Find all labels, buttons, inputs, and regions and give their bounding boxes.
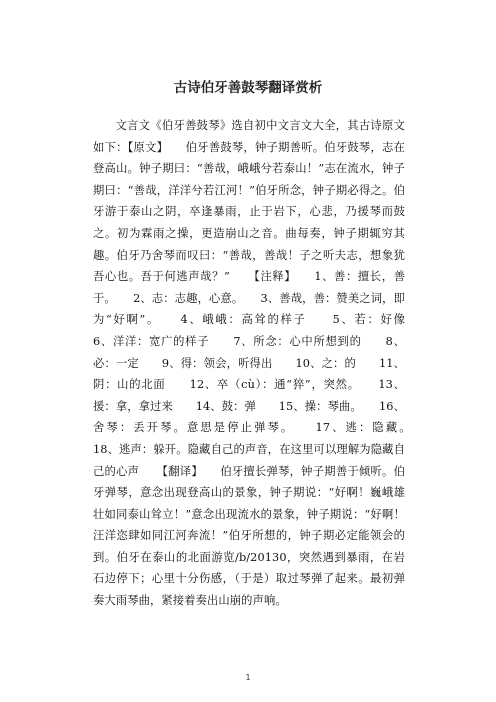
document-title: 古诗伯牙善鼓琴翻译赏析	[173, 80, 323, 96]
page-number: 1	[245, 673, 251, 682]
document-body	[93, 115, 428, 612]
body-paragraph: 文言文《伯牙善鼓琴》选自初中文言文大全，其古诗原文如下：【原文】 伯牙善鼓琴，钟子期善听。伯牙鼓琴，志在登高山。钟子期曰：“善哉，峨峨兮若泰山！”志在流水，钟子期曰：“善哉，洋洋兮若江河！”伯牙所念，钟子期必得之。伯牙游于泰山之阴，卒逢暴雨，止于岩下，心悲，乃援琴而鼓之。初为霖雨之操，更造崩山之音。曲每奏，钟子期辄穷其趣。伯牙乃舍琴而叹曰：“善哉，善哉！子之听夫志，想象犹吾心也。吾于何逃声哉？” 【注释】 1、善：擅长，善于。 2、志：志趣，心意。 3、善哉，善：赞美之词，即为“好啊”。 4、峨峨：高耸的样子 5、若：好像 6、洋洋：宽广的样子 7、所念：心中所想到的 8、必：一定 9、得：领会，听得出 10、之：的 11、阴：山的北面 12、卒（cù）：通“猝”，突然。 13、援：拿，拿过来 14、鼓：弹 15、操：琴曲。 16、舍琴：丢开琴。意思是停止弹琴。 17、逃：隐藏。 18、逃声：躲开。隐藏自己的声音，在这里可以理解为隐藏自己的心声 【翻译】 伯牙擅长弹琴，钟子期善于倾听。伯牙弹琴，意念出现登高山的景象，钟子期说：“好啊！巍峨雄壮如同泰山耸立！”意念出现流水的景象，钟子期说：“好啊！汪洋恣肆如同江河奔流！”伯牙所想的，钟子期必定能领会的到。伯牙在泰山的北面游览/b/20130，突然遇到暴雨，在岩石边停下；心里十分伤感，（于是）取过琴弹了起来。最初弹奏大雨琴曲，紧接着奏出山崩的声响。	[93, 119, 428, 608]
